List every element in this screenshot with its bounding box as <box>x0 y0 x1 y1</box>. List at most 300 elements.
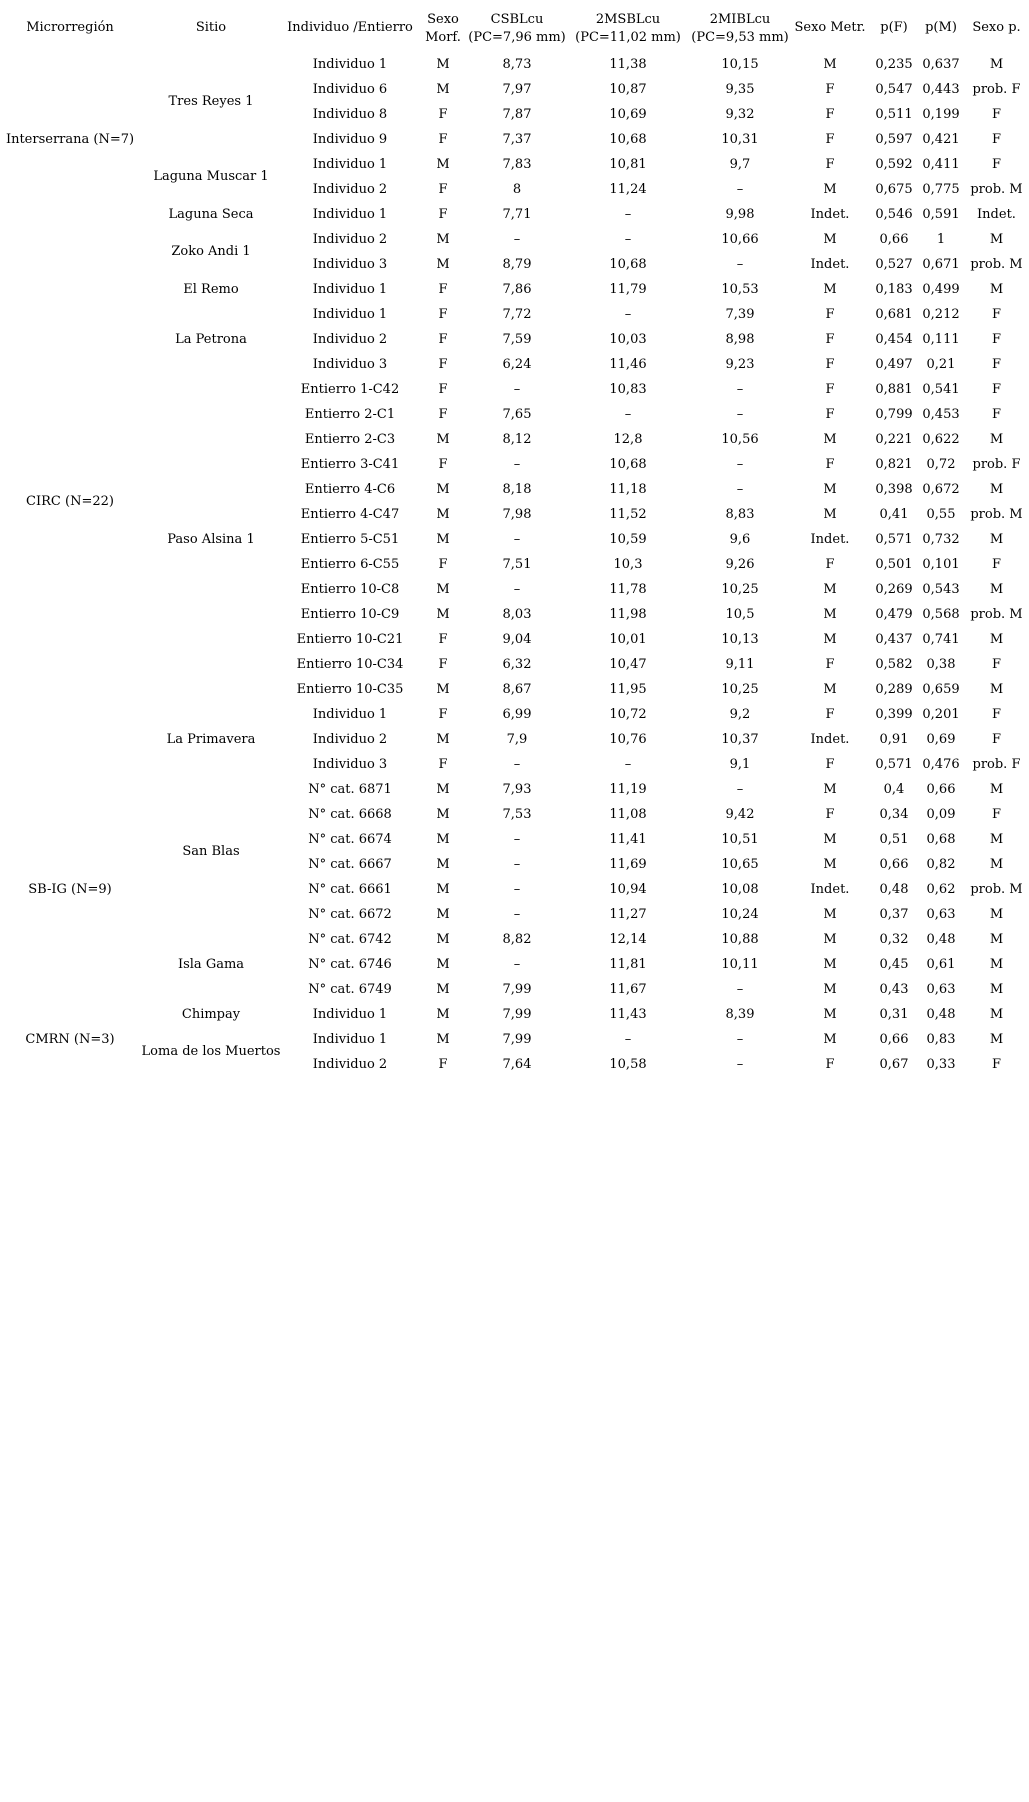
miblcu-cell: 10,51 <box>721 832 759 847</box>
site-cell: Laguna Muscar 1 <box>153 169 269 184</box>
msblcu-cell: 10,03 <box>609 332 647 347</box>
sexo-p-cell: F <box>991 407 1002 422</box>
sexo-metr-cell: F <box>825 307 835 322</box>
miblcu-cell: – <box>736 782 744 797</box>
p-f-cell: 0,269 <box>875 582 913 597</box>
individuo-cell: N° cat. 6672 <box>308 907 392 922</box>
p-m-cell: 0,63 <box>926 907 956 922</box>
sexo-metr-cell: Indet. <box>810 257 850 272</box>
p-m-cell: 0,55 <box>926 507 956 522</box>
p-m-cell: 0,83 <box>926 1032 956 1047</box>
sexo-p-cell: M <box>989 957 1004 972</box>
miblcu-cell: 10,31 <box>721 132 759 147</box>
sexo-morf-cell: F <box>438 757 448 772</box>
site-cell: El Remo <box>183 281 239 297</box>
msblcu-cell: 11,95 <box>609 682 647 697</box>
sexo-morf-cell: F <box>438 407 448 422</box>
sexo-morf-cell: M <box>436 882 450 897</box>
sexo-metr-cell: F <box>825 332 835 347</box>
p-m-cell: 0,48 <box>926 1007 956 1022</box>
sexo-metr-cell: F <box>825 82 835 97</box>
sexo-p-cell: prob. M <box>970 182 1023 197</box>
p-f-cell: 0,582 <box>875 657 913 672</box>
miblcu-cell: 10,24 <box>721 907 759 922</box>
sexo-p-cell: F <box>991 332 1002 347</box>
sexo-metr-cell: M <box>823 282 837 297</box>
table-row <box>0 777 1029 802</box>
individuo-cell: Individuo 1 <box>312 57 388 72</box>
p-m-cell: 0,69 <box>926 732 956 747</box>
miblcu-cell: – <box>736 982 744 997</box>
sexo-p-cell: M <box>989 782 1004 797</box>
sexo-metr-cell: F <box>825 382 835 397</box>
sexo-morf-cell: M <box>436 957 450 972</box>
sexo-p-cell: prob. F <box>972 82 1021 97</box>
header-microrregion: Microrregión <box>26 20 114 36</box>
p-f-cell: 0,41 <box>879 507 909 522</box>
site-cell: Loma de los Muertos <box>141 1044 281 1059</box>
msblcu-cell: 10,94 <box>609 882 647 897</box>
miblcu-cell: – <box>736 1032 744 1047</box>
microrregion-cell: Interserrana (N=7) <box>5 131 135 147</box>
p-m-cell: 0,671 <box>922 257 960 272</box>
sexo-p-cell: F <box>991 732 1002 747</box>
p-f-cell: 0,437 <box>875 632 913 647</box>
msblcu-cell: 11,78 <box>609 582 647 597</box>
miblcu-cell: – <box>736 457 744 472</box>
individuo-cell: Individuo 2 <box>312 1057 388 1072</box>
p-m-cell: 0,453 <box>922 407 960 422</box>
msblcu-cell: 11,46 <box>609 357 647 372</box>
p-m-cell: 0,411 <box>922 157 960 172</box>
p-f-cell: 0,183 <box>875 282 913 297</box>
msblcu-cell: 10,58 <box>609 1057 647 1072</box>
miblcu-cell: 10,66 <box>721 232 759 247</box>
p-f-cell: 0,67 <box>879 1057 909 1072</box>
header-row <box>0 5 1029 52</box>
miblcu-cell: 10,5 <box>725 607 755 622</box>
individuo-cell: Individuo 6 <box>312 82 388 97</box>
individuo-cell: Entierro 10-C8 <box>300 582 400 597</box>
sexo-metr-cell: F <box>825 157 835 172</box>
miblcu-cell: 9,11 <box>725 657 755 672</box>
sexo-p-cell: F <box>991 382 1002 397</box>
sexo-morf-cell: F <box>438 182 448 197</box>
csblcu-cell: 8 <box>512 182 522 197</box>
sexo-morf-cell: M <box>436 432 450 447</box>
sexo-morf-cell: F <box>438 132 448 147</box>
msblcu-cell: 11,98 <box>609 607 647 622</box>
individuo-cell: Entierro 10-C9 <box>300 607 400 622</box>
p-f-cell: 0,289 <box>875 682 913 697</box>
header-p-f: p(F) <box>880 20 908 36</box>
sexo-morf-cell: M <box>436 607 450 622</box>
p-m-cell: 0,659 <box>922 682 960 697</box>
sexo-metr-cell: F <box>825 657 835 672</box>
miblcu-cell: 10,25 <box>721 582 759 597</box>
p-m-cell: 0,541 <box>922 382 960 397</box>
msblcu-cell: 10,59 <box>609 532 647 547</box>
sexo-metr-cell: F <box>825 132 835 147</box>
individuo-cell: Individuo 3 <box>312 357 388 372</box>
sexo-p-cell: prob. M <box>970 507 1023 522</box>
individuo-cell: N° cat. 6674 <box>308 832 392 847</box>
p-f-cell: 0,681 <box>875 307 913 322</box>
msblcu-cell: 10,83 <box>609 382 647 397</box>
p-m-cell: 1 <box>936 232 946 247</box>
msblcu-cell: 11,18 <box>609 482 647 497</box>
csblcu-cell: 7,51 <box>502 557 532 572</box>
p-f-cell: 0,821 <box>875 457 913 472</box>
header-p-m: p(M) <box>925 20 957 36</box>
msblcu-cell: 10,81 <box>609 157 647 172</box>
csblcu-cell: – <box>513 582 521 597</box>
sexo-p-cell: prob. F <box>972 457 1021 472</box>
msblcu-cell: 10,47 <box>609 657 647 672</box>
miblcu-cell: 9,2 <box>729 707 751 722</box>
p-m-cell: 0,48 <box>926 932 956 947</box>
individuo-cell: Individuo 1 <box>312 307 388 322</box>
msblcu-cell: 11,67 <box>609 982 647 997</box>
sexo-metr-cell: F <box>825 807 835 822</box>
header-csblcu <box>468 5 566 52</box>
site-cell: San Blas <box>182 844 240 859</box>
sexo-metr-cell: Indet. <box>810 732 850 747</box>
sexo-metr-cell: M <box>823 482 837 497</box>
sexo-p-cell: prob. M <box>970 607 1023 622</box>
individuo-cell: Entierro 10-C35 <box>296 682 404 697</box>
csblcu-cell: 7,93 <box>502 782 532 797</box>
sexo-p-cell: M <box>989 682 1004 697</box>
csblcu-cell: – <box>513 832 521 847</box>
csblcu-cell: 6,24 <box>502 357 532 372</box>
microrregion-cell: CIRC (N=22) <box>26 494 114 509</box>
csblcu-cell: 8,03 <box>502 607 532 622</box>
individuo-cell: Individuo 1 <box>312 1032 388 1047</box>
csblcu-cell: 7,86 <box>502 282 532 297</box>
table-row <box>0 227 1029 252</box>
csblcu-cell: 7,53 <box>502 807 532 822</box>
sexo-metr-cell: Indet. <box>810 207 850 222</box>
msblcu-cell: 11,19 <box>609 782 647 797</box>
miblcu-cell: – <box>736 1057 744 1072</box>
individuo-cell: Individuo 1 <box>312 157 388 172</box>
p-m-cell: 0,33 <box>926 1057 956 1072</box>
p-m-cell: 0,09 <box>926 807 956 822</box>
miblcu-cell: 9,1 <box>729 757 751 772</box>
sexo-metr-cell: M <box>823 682 837 697</box>
miblcu-cell: – <box>736 382 744 397</box>
sexo-metr-cell: M <box>823 182 837 197</box>
miblcu-cell: 10,08 <box>721 882 759 897</box>
individuo-cell: Individuo 3 <box>312 257 388 272</box>
csblcu-cell: 8,18 <box>502 482 532 497</box>
p-f-cell: 0,37 <box>879 907 909 922</box>
p-m-cell: 0,111 <box>922 332 960 347</box>
p-m-cell: 0,66 <box>926 782 956 797</box>
csblcu-cell: 7,65 <box>502 407 532 422</box>
miblcu-cell: 9,32 <box>725 107 755 122</box>
sexo-metr-cell: M <box>823 507 837 522</box>
individuo-cell: Individuo 1 <box>312 1007 388 1022</box>
csblcu-cell: – <box>513 907 521 922</box>
sexo-p-cell: M <box>989 432 1004 447</box>
sexo-p-cell: F <box>991 157 1002 172</box>
miblcu-cell: 10,56 <box>721 432 759 447</box>
p-m-cell: 0,38 <box>926 657 956 672</box>
miblcu-cell: 10,37 <box>721 732 759 747</box>
individuo-cell: Individuo 2 <box>312 232 388 247</box>
miblcu-cell: 8,98 <box>725 332 755 347</box>
sexo-p-cell: M <box>989 232 1004 247</box>
individuo-cell: Entierro 2-C1 <box>304 407 396 422</box>
individuo-cell: Individuo 2 <box>312 732 388 747</box>
site-cell: La Petrona <box>175 331 247 347</box>
p-f-cell: 0,34 <box>879 807 909 822</box>
site-cell: Tres Reyes 1 <box>168 94 254 109</box>
sexo-morf-cell: F <box>438 657 448 672</box>
msblcu-cell: 10,87 <box>609 82 647 97</box>
miblcu-cell: 9,6 <box>729 532 751 547</box>
msblcu-cell: 10,01 <box>609 632 647 647</box>
p-f-cell: 0,398 <box>875 482 913 497</box>
table-row <box>0 1002 1029 1027</box>
csblcu-cell: – <box>513 532 521 547</box>
sexo-morf-cell: M <box>436 907 450 922</box>
p-m-cell: 0,672 <box>922 482 960 497</box>
header-sexo-morf <box>418 5 468 52</box>
header-csblcu-line1: CSBLcu <box>490 11 544 27</box>
p-f-cell: 0,527 <box>875 257 913 272</box>
sexo-morf-cell: M <box>436 1032 450 1047</box>
sexo-morf-cell: F <box>438 282 448 297</box>
msblcu-cell: 11,38 <box>609 57 647 72</box>
csblcu-cell: 7,71 <box>502 207 532 222</box>
p-f-cell: 0,221 <box>875 432 913 447</box>
header-sexo-p: Sexo p. <box>972 20 1021 36</box>
miblcu-cell: 7,39 <box>725 307 755 322</box>
csblcu-cell: 7,83 <box>502 157 532 172</box>
sexo-p-cell: Indet. <box>977 207 1016 222</box>
sexo-p-cell: F <box>991 132 1002 147</box>
sexo-morf-cell: M <box>436 832 450 847</box>
p-f-cell: 0,66 <box>879 857 909 872</box>
p-m-cell: 0,21 <box>926 357 956 372</box>
sexo-morf-cell: F <box>438 207 448 222</box>
sexo-morf-cell: F <box>438 1057 448 1072</box>
sexo-p-cell: M <box>989 982 1004 997</box>
p-m-cell: 0,591 <box>922 207 960 222</box>
sexo-morf-cell: M <box>436 682 450 697</box>
p-f-cell: 0,497 <box>875 357 913 372</box>
msblcu-cell: – <box>624 407 632 422</box>
sexo-metr-cell: M <box>823 957 837 972</box>
msblcu-cell: 11,43 <box>609 1007 647 1022</box>
p-f-cell: 0,479 <box>875 607 913 622</box>
individuo-cell: Entierro 5-C51 <box>300 532 400 547</box>
csblcu-cell: – <box>513 457 521 472</box>
p-m-cell: 0,499 <box>922 282 960 297</box>
sexo-p-cell: M <box>989 1032 1004 1047</box>
csblcu-cell: – <box>513 957 521 972</box>
msblcu-cell: 11,24 <box>609 182 647 197</box>
individuo-cell: Entierro 10-C21 <box>296 632 404 647</box>
sexo-morf-cell: M <box>436 507 450 522</box>
sexo-metr-cell: F <box>825 707 835 722</box>
p-m-cell: 0,212 <box>922 307 960 322</box>
miblcu-cell: 9,26 <box>725 557 755 572</box>
individuo-cell: Entierro 2-C3 <box>304 432 396 447</box>
individuo-cell: N° cat. 6668 <box>308 807 392 822</box>
p-f-cell: 0,91 <box>879 732 909 747</box>
p-m-cell: 0,732 <box>922 532 960 547</box>
sexo-p-cell: F <box>991 807 1002 822</box>
p-f-cell: 0,51 <box>879 832 909 847</box>
p-m-cell: 0,201 <box>922 707 960 722</box>
sexo-metr-cell: M <box>823 232 837 247</box>
sexo-metr-cell: F <box>825 107 835 122</box>
individuo-cell: N° cat. 6742 <box>308 932 392 947</box>
sexo-morf-cell: M <box>436 232 450 247</box>
individuo-cell: N° cat. 6661 <box>308 882 392 897</box>
p-f-cell: 0,597 <box>875 132 913 147</box>
csblcu-cell: 7,72 <box>502 307 532 322</box>
msblcu-cell: – <box>624 232 632 247</box>
p-m-cell: 0,741 <box>922 632 960 647</box>
sexo-p-cell: prob. M <box>970 257 1023 272</box>
sexo-morf-cell: M <box>436 782 450 797</box>
sexo-morf-cell: M <box>436 482 450 497</box>
table-row <box>0 277 1029 302</box>
csblcu-cell: 8,79 <box>502 257 532 272</box>
p-f-cell: 0,399 <box>875 707 913 722</box>
sexo-metr-cell: F <box>825 557 835 572</box>
csblcu-cell: – <box>513 382 521 397</box>
p-f-cell: 0,592 <box>875 157 913 172</box>
sexo-metr-cell: M <box>823 907 837 922</box>
sexo-morf-cell: M <box>436 82 450 97</box>
individuo-cell: N° cat. 6749 <box>308 982 392 997</box>
sexo-morf-cell: F <box>438 307 448 322</box>
sexo-morf-cell: M <box>436 57 450 72</box>
csblcu-cell: 6,99 <box>502 707 532 722</box>
msblcu-cell: 10,3 <box>613 557 643 572</box>
sexo-metr-cell: M <box>823 57 837 72</box>
p-m-cell: 0,61 <box>926 957 956 972</box>
sexo-morf-cell: M <box>436 807 450 822</box>
csblcu-cell: 7,98 <box>502 507 532 522</box>
sexo-metr-cell: Indet. <box>810 882 850 897</box>
p-f-cell: 0,4 <box>883 782 905 797</box>
csblcu-cell: 6,32 <box>502 657 532 672</box>
sexo-metr-cell: M <box>823 982 837 997</box>
p-m-cell: 0,101 <box>922 557 960 572</box>
sexo-morf-cell: M <box>436 857 450 872</box>
p-f-cell: 0,511 <box>875 107 913 122</box>
sexo-morf-cell: F <box>438 632 448 647</box>
table-body <box>0 52 1029 1077</box>
miblcu-cell: 9,7 <box>729 157 751 172</box>
individuo-cell: Individuo 1 <box>312 207 388 222</box>
sexo-morf-cell: F <box>438 332 448 347</box>
sexo-p-cell: F <box>991 357 1002 372</box>
sexo-metr-cell: M <box>823 857 837 872</box>
sexo-p-cell: F <box>991 1057 1002 1072</box>
table-row <box>0 377 1029 402</box>
msblcu-cell: 10,72 <box>609 707 647 722</box>
p-f-cell: 0,546 <box>875 207 913 222</box>
sexo-p-cell: M <box>989 532 1004 547</box>
sexo-metr-cell: M <box>823 1032 837 1047</box>
p-f-cell: 0,48 <box>879 882 909 897</box>
individuo-cell: Entierro 4-C47 <box>300 507 400 522</box>
p-m-cell: 0,476 <box>922 757 960 772</box>
sexo-morf-cell: F <box>438 707 448 722</box>
csblcu-cell: 7,9 <box>506 732 528 747</box>
individuo-cell: Individuo 8 <box>312 107 388 122</box>
msblcu-cell: – <box>624 1032 632 1047</box>
p-f-cell: 0,66 <box>879 1032 909 1047</box>
p-f-cell: 0,881 <box>875 382 913 397</box>
sexo-morf-cell: M <box>436 157 450 172</box>
msblcu-cell: – <box>624 207 632 222</box>
csblcu-cell: 8,73 <box>502 57 532 72</box>
sexo-morf-cell: M <box>436 932 450 947</box>
p-f-cell: 0,675 <box>875 182 913 197</box>
p-m-cell: 0,622 <box>922 432 960 447</box>
table-row <box>0 152 1029 177</box>
csblcu-cell: – <box>513 757 521 772</box>
miblcu-cell: 10,15 <box>721 57 759 72</box>
csblcu-cell: 7,87 <box>502 107 532 122</box>
individuo-cell: N° cat. 6667 <box>308 857 392 872</box>
sexo-morf-cell: F <box>438 457 448 472</box>
sexo-p-cell: F <box>991 307 1002 322</box>
sexo-p-cell: F <box>991 657 1002 672</box>
individuo-cell: Entierro 4-C6 <box>304 482 396 497</box>
individuo-cell: Individuo 1 <box>312 707 388 722</box>
sexo-morf-cell: M <box>436 532 450 547</box>
csblcu-cell: 7,64 <box>502 1057 532 1072</box>
sexo-p-cell: M <box>989 282 1004 297</box>
miblcu-cell: 9,35 <box>725 82 755 97</box>
sexo-metr-cell: M <box>823 632 837 647</box>
miblcu-cell: 10,25 <box>721 682 759 697</box>
sexo-metr-cell: F <box>825 357 835 372</box>
msblcu-cell: 10,68 <box>609 132 647 147</box>
site-cell: La Primavera <box>166 731 256 747</box>
table-row <box>0 702 1029 727</box>
csblcu-cell: 7,37 <box>502 132 532 147</box>
microrregion-cell: CMRN (N=3) <box>25 1031 115 1047</box>
site-cell: Paso Alsina 1 <box>167 531 255 547</box>
individuo-cell: Entierro 10-C34 <box>296 657 404 672</box>
sex-determination-table <box>0 5 1029 1077</box>
p-f-cell: 0,66 <box>879 232 909 247</box>
sexo-p-cell: M <box>989 1007 1004 1022</box>
sexo-p-cell: F <box>991 107 1002 122</box>
miblcu-cell: 9,23 <box>725 357 755 372</box>
csblcu-cell: – <box>513 857 521 872</box>
miblcu-cell: 10,65 <box>721 857 759 872</box>
header-msblcu-line1: 2MSBLcu <box>595 11 661 27</box>
individuo-cell: N° cat. 6871 <box>308 782 392 797</box>
sexo-p-cell: prob. F <box>972 757 1021 772</box>
p-f-cell: 0,45 <box>879 957 909 972</box>
individuo-cell: Individuo 2 <box>312 182 388 197</box>
p-m-cell: 0,421 <box>922 132 960 147</box>
miblcu-cell: 10,88 <box>721 932 759 947</box>
